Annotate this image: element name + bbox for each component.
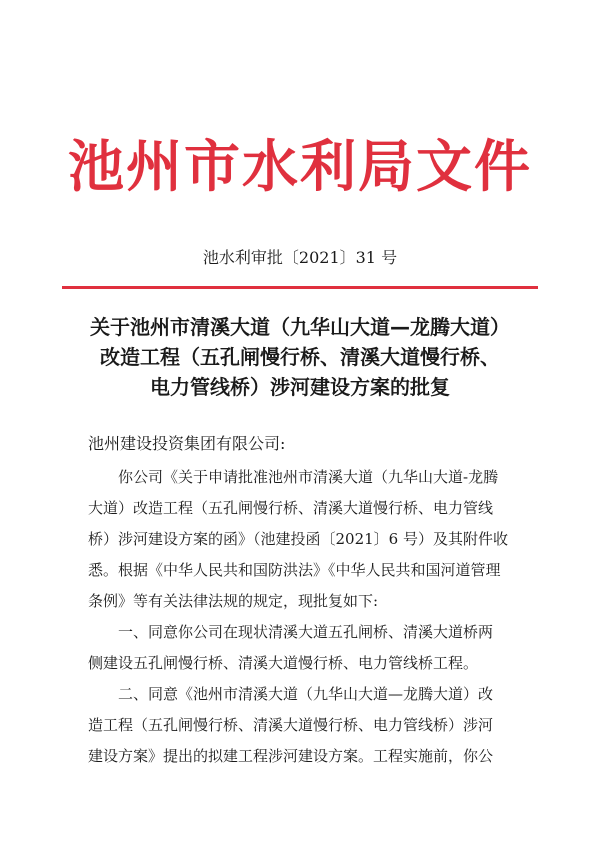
document-body xyxy=(88,462,520,772)
document-number: 池水利审批〔2021〕31 号 xyxy=(202,248,398,267)
title-line: 关于池州市清溪大道（九华山大道—龙腾大道） xyxy=(90,315,510,339)
body-line: 条例》等有关法律法规的规定，现批复如下: xyxy=(88,592,379,610)
masthead-title: 池州市水利局文件 xyxy=(68,135,532,200)
body-line: 一、同意你公司在现状清溪大道五孔闸桥、清溪大道桥两 xyxy=(118,623,494,641)
body-line: 建设方案》提出的拟建工程涉河建设方案。工程实施前，你公 xyxy=(88,747,494,765)
body-line: 大道）改造工程（五孔闸慢行桥、清溪大道慢行桥、电力管线 xyxy=(88,499,494,517)
red-divider xyxy=(62,286,538,289)
title-line: 电力管线桥）涉河建设方案的批复 xyxy=(150,375,450,399)
body-line: 你公司《关于申请批准池州市清溪大道（九华山大道-龙腾 xyxy=(118,468,499,486)
addressee: 池州建设投资集团有限公司: xyxy=(88,434,286,453)
body-line: 悉。根据《中华人民共和国防洪法》《中华人民共和国河道管理 xyxy=(88,561,501,579)
body-line: 桥）涉河建设方案的函》（池建投函〔2021〕6 号）及其附件收 xyxy=(88,530,508,548)
body-line: 造工程（五孔闸慢行桥、清溪大道慢行桥、电力管线桥）涉河 xyxy=(88,716,494,734)
body-line: 二、同意《池州市清溪大道（九华山大道—龙腾大道）改 xyxy=(118,685,494,703)
document-title xyxy=(40,312,560,402)
body-line: 侧建设五孔闸慢行桥、清溪大道慢行桥、电力管线桥工程。 xyxy=(88,654,479,672)
title-line: 改造工程（五孔闸慢行桥、清溪大道慢行桥、 xyxy=(100,345,500,369)
